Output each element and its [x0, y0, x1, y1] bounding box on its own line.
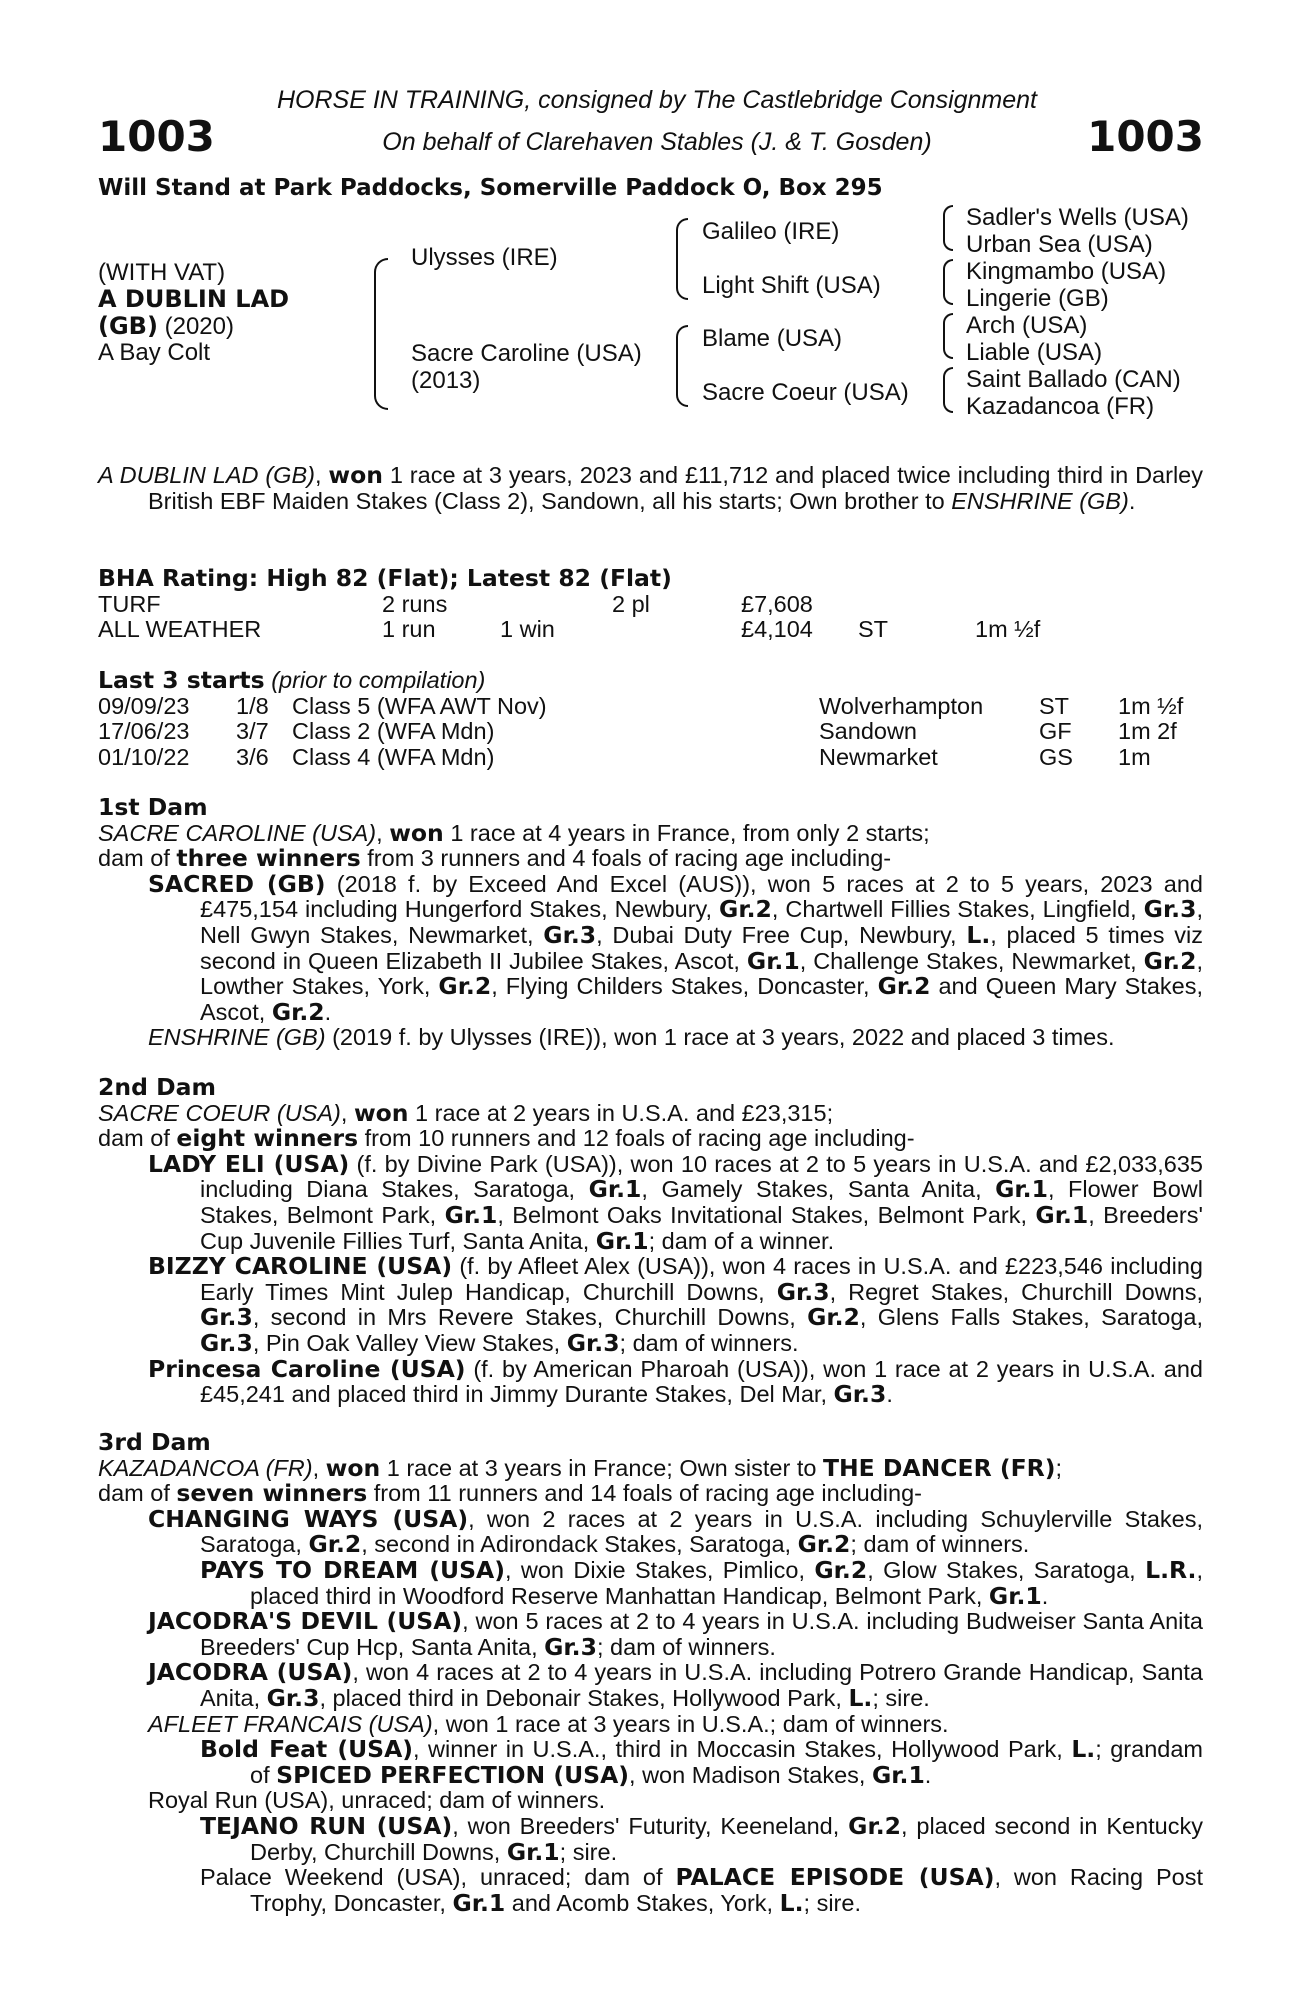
start-pos: 3/6: [236, 743, 269, 770]
sdd: Lingerie (GB): [966, 285, 1109, 312]
dam1-damof: dam of: [98, 845, 177, 872]
horse-year: (2020): [157, 313, 234, 340]
princesa-name: Princesa Caroline (USA): [148, 1354, 466, 1383]
grade: Gr.2: [848, 1811, 901, 1840]
grade: L.R.: [1145, 1555, 1197, 1584]
grade: L.: [1071, 1735, 1096, 1764]
second-dam-section: 2nd Dam SACRE COEUR (USA), won 1 race at 2 years in U.S.A. and £23,315; dam of eight winners from 10 runners and 12 foals of racing age including- LADY ELI (USA) (f. by Divine Park (USA)), won 10 races at 2 to 5 years in U.S.A. and £2,033,635 including Diana Stakes, Saratoga, Gr.1, Gamely Stakes, Santa Anita, Gr.1, Flower Bowl Stakes, Belmont Park, Gr.1, Belmont Oaks Invitational Stakes, Belmont Park, Gr.1, Breeders' Cup Juvenile Fillies Turf, Santa Anita, Gr.1; dam of a winner. BIZZY CAROLINE (USA) (f. by Afleet Alex (USA)), won 4 races in U.S.A. and £223,546 including Early Times Mint Julep Handicap, Churchill Downs, Gr.3, Regret Stakes, Churchill Downs, Gr.3, second in Mrs Revere Stakes, Churchill Downs, Gr.2, Glens Falls Stakes, Saratoga, Gr.3, Pin Oak Valley View Stakes, Gr.3; dam of winners. Princesa Caroline (USA) (f. by American Pharoah (USA)), won 1 race at 2 years in U.S.A. and £45,241 and placed third in Jimmy Durante Stakes, Del Mar, Gr.3.: [98, 1073, 1204, 1409]
lady-eli-text: , Gamely Stakes, Santa Anita,: [641, 1176, 996, 1203]
grade: Gr.1: [506, 1837, 560, 1866]
brace-sire: [676, 218, 688, 300]
grade: Gr.1: [595, 1226, 649, 1255]
sp-text: .: [924, 1761, 932, 1788]
grade: Gr.1: [988, 1581, 1042, 1610]
stand-location: Will Stand at Park Paddocks, Somerville Paddock O, Box 295: [98, 175, 883, 201]
sacred-name: SACRED (GB): [148, 869, 326, 898]
tr-text: , placed second in Kentucky Derby, Churchill Downs,: [250, 1812, 1204, 1865]
pe-text: , won Racing Post Trophy, Doncaster,: [250, 1864, 1203, 1916]
grade: L.: [848, 1683, 873, 1712]
afleet-francais-name: AFLEET FRANCAIS (USA): [148, 1710, 433, 1737]
dds: Saint Ballado (CAN): [966, 366, 1181, 393]
tejano-run-name: TEJANO RUN (USA): [200, 1811, 453, 1840]
bold-feat-name: Bold Feat (USA): [200, 1735, 414, 1764]
sp-text: , won Madison Stakes,: [629, 1761, 872, 1788]
grade: Gr.3: [1143, 895, 1197, 924]
rating-title: BHA Rating: High 82 (Flat); Latest 82 (Flat): [98, 564, 672, 592]
brace-dam: [676, 325, 688, 407]
bf-text: ; grandam of: [250, 1736, 1203, 1788]
bizzy-text: ; dam of winners.: [619, 1329, 799, 1356]
third-dam-section: 3rd Dam KAZADANCOA (FR), won 1 race at 3 years in France; Own sister to THE DANCER (FR); dam of seven winners from 11 runners and 14 foals of racing age including- CHANGING WAYS (USA), won 2 races at 2 years in U.S.A. including Schuylerville Stakes, Saratoga, Gr.2, second in Adirondack Stakes, Saratoga, Gr.2; dam of winners. PAYS TO DREAM (USA), won Dixie Stakes, Pimlico, Gr.2, Glow Stakes, Saratoga, L.R., placed third in Woodford Reserve Manhattan Handicap, Belmont Park, Gr.1. JACODRA'S DEVIL (USA), won 5 races at 2 to 4 years in U.S.A. including Budweiser Santa Anita Breeders' Cup Hcp, Santa Anita, Gr.3; dam of winners. JACODRA (USA), won 4 races at 2 to 4 years in U.S.A. including Potrero Grande Handicap, Santa Anita, Gr.3, placed third in Debonair Stakes, Hollywood Park, L.; sire. AFLEET FRANCAIS (USA), won 1 race at 3 years in U.S.A.; dam of winners. Bold Feat (USA), winner in U.S.A., third in Moccasin Stakes, Hollywood Park, L.; grandam of SPICED PERFECTION (USA), won Madison Stakes, Gr.1. Royal Run (USA), unraced; dam of winners. TEJANO RUN (USA), won Breeders' Futurity, Keeneland, Gr.2, placed second in Kentucky Derby, Churchill Downs, Gr.1; sire. Palace Weekend (USA), unraced; dam of PALACE EPISODE (USA), won Racing Post Trophy, Doncaster, Gr.1 and Acomb Stakes, York, L.; sire.: [98, 1428, 1204, 1917]
dam3-semi: ;: [1055, 1454, 1063, 1481]
start-race: Class 2 (WFA Mdn): [292, 718, 495, 745]
rating-earnings: £7,608: [741, 590, 813, 617]
bizzy-name: BIZZY CAROLINE (USA): [148, 1252, 453, 1281]
jacodra-name: JACODRA (USA): [148, 1658, 353, 1687]
dam3-line1: 1 race at 3 years in France; Own sister to: [380, 1454, 823, 1481]
royal-run: Royal Run (USA), unraced; dam of winners.: [148, 1787, 606, 1814]
cw-text: , won 2 races at 2 years in U.S.A. including Schuylerville Stakes, Saratoga,: [200, 1505, 1203, 1558]
pe-text: ; sire.: [803, 1889, 861, 1916]
lady-eli-text: , Flower Bowl Stakes, Belmont Park,: [200, 1176, 1203, 1228]
dam3-name: KAZADANCOA (FR): [98, 1454, 313, 1481]
brace-ss: [943, 205, 953, 251]
lot-number-right: 1003: [1087, 112, 1204, 161]
bizzy-text: , second in Mrs Revere Stakes, Churchill Downs,: [252, 1304, 808, 1331]
horse-desc: A Bay Colt: [98, 339, 211, 366]
pe-text: and Acomb Stakes, York,: [505, 1889, 780, 1916]
dam2-line1: 1 race at 2 years in U.S.A. and £23,315;: [408, 1099, 834, 1126]
changing-ways-name: CHANGING WAYS (USA): [148, 1504, 469, 1533]
sds: Kingmambo (USA): [966, 258, 1167, 285]
ssd: Urban Sea (USA): [966, 231, 1153, 258]
af-text: , won 1 race at 3 years in U.S.A.; dam of winners.: [432, 1710, 949, 1737]
on-behalf-line: On behalf of Clarehaven Stables (J. & T. Gosden): [382, 128, 932, 156]
spiced-perfection-name: SPICED PERFECTION (USA): [276, 1760, 630, 1789]
dam3-dancer: THE DANCER (FR): [822, 1453, 1056, 1482]
grade: Gr.2: [797, 1530, 851, 1559]
jd-text: ; dam of winners.: [596, 1633, 776, 1660]
grade: Gr.1: [746, 946, 800, 975]
enshrine-name: ENSHRINE (GB): [148, 1024, 326, 1051]
sacred-text: (2018 f. by Exceed And Excel (AUS)), won 5 races at 2 to 5 years, 2023 and £475,154 including Hungerford Stakes, Newbury,: [200, 870, 1203, 923]
last-starts-note: (prior to compilation): [264, 667, 486, 693]
cw-text: , second in Adirondack Stakes, Saratoga,: [361, 1531, 798, 1558]
consignor-line: HORSE IN TRAINING, consigned by The Castlebridge Consignment: [276, 86, 1038, 114]
dam1-name: SACRE CAROLINE (USA): [98, 819, 377, 846]
grade: Gr.1: [452, 1888, 506, 1917]
cw-text: ; dam of winners.: [850, 1531, 1030, 1558]
grade: Gr.3: [543, 920, 597, 949]
grade: Gr.2: [271, 997, 325, 1026]
lady-eli-text: ; dam of a winner.: [648, 1227, 835, 1254]
bizzy-text: , Regret Stakes, Churchill Downs,: [829, 1278, 1203, 1305]
jc-text: , won 4 races at 2 to 4 years in U.S.A. including Potrero Grande Handicap, Santa Anita,: [200, 1659, 1203, 1711]
summary-brother: ENSHRINE (GB): [951, 487, 1129, 514]
horse-country-year: [98, 312, 234, 341]
brace-sd: [943, 259, 953, 305]
sacred-text: , Flying Childers Stakes, Doncaster,: [491, 973, 878, 1000]
ptd-text: , Glow Stakes, Saratoga,: [867, 1556, 1146, 1583]
sss: Sadler's Wells (USA): [966, 204, 1189, 231]
sacred-text: and Queen Mary Stakes, Ascot,: [200, 973, 1203, 1025]
sacred-text: , Dubai Duty Free Cup, Newbury,: [596, 921, 967, 948]
grade: Gr.3: [833, 1380, 887, 1409]
grade: Gr.3: [544, 1632, 597, 1661]
grade: L.: [966, 920, 991, 949]
start-going: ST: [1039, 692, 1070, 719]
pays-to-dream-name: PAYS TO DREAM (USA): [200, 1555, 505, 1584]
grade: Gr.2: [719, 895, 772, 924]
ptd-text: .: [1041, 1582, 1049, 1609]
dss: Arch (USA): [966, 312, 1088, 339]
sacred-text: , Lowther Stakes, York,: [200, 947, 1203, 1000]
dam-sire: Blame (USA): [702, 325, 843, 352]
jacodras-devil-name: JACODRA'S DEVIL (USA): [148, 1607, 463, 1636]
jd-text: , won 5 races at 2 to 4 years in U.S.A. including Budweiser Santa Anita Breeders' Cup Hcp, Santa Anita,: [200, 1608, 1203, 1660]
start-dist: 1m 2f: [1118, 718, 1177, 745]
dam-dam: Sacre Coeur (USA): [702, 379, 909, 406]
lady-eli-text: , Breeders' Cup Juvenile Fillies Turf, Santa Anita,: [200, 1201, 1203, 1254]
rating-runs: 1 run: [382, 616, 436, 643]
start-row: [98, 694, 1203, 720]
lady-eli-text: (f. by Divine Park (USA)), won 10 races at 2 to 5 years in U.S.A. and £2,033,635 including Diana Stakes, Saratoga,: [200, 1150, 1203, 1203]
sacred-text: , Nell Gwyn Stakes, Newmarket,: [200, 896, 1203, 948]
rating-dist: 1m ½f: [975, 616, 1041, 643]
rating-surface: TURF: [98, 590, 161, 617]
grade: Gr.3: [566, 1328, 620, 1357]
grade: L.: [779, 1888, 804, 1917]
dam2-title: 2nd Dam: [98, 1073, 216, 1101]
grade: Gr.1: [871, 1760, 925, 1789]
dam2-winners: eight winners: [176, 1124, 359, 1153]
jc-text: , placed third in Debonair Stakes, Hollywood Park,: [319, 1684, 849, 1711]
princesa-text: .: [886, 1381, 893, 1408]
start-going: GS: [1039, 743, 1073, 770]
horse-vat: (WITH VAT): [98, 259, 226, 286]
brace-gen1: [374, 258, 388, 410]
dam1-winners: three winners: [176, 844, 361, 873]
first-dam-section: 1st Dam SACRE CAROLINE (USA), won 1 race at 4 years in France, from only 2 starts; dam of three winners from 3 runners and 4 foals of racing age including- SACRED (GB) (2018 f. by Exceed And Excel (AUS)), won 5 races at 2 to 5 years, 2023 and £475,154 including Hungerford Stakes, Newbury, Gr.2, Chartwell Fillies Stakes, Lingfield, Gr.3, Nell Gwyn Stakes, Newmarket, Gr.3, Dubai Duty Free Cup, Newbury, L., placed 5 times viz second in Queen Elizabeth II Jubilee Stakes, Ascot, Gr.1, Challenge Stakes, Newmarket, Gr.2, Lowther Stakes, York, Gr.2, Flying Childers Stakes, Doncaster, Gr.2 and Queen Mary Stakes, Ascot, Gr.2. ENSHRINE (GB) (2019 f. by Ulysses (IRE)), won 1 race at 3 years, 2022 and placed 3 times.: [98, 793, 1203, 1051]
dam1-title: 1st Dam: [98, 793, 208, 821]
grade: Gr.2: [438, 972, 492, 1001]
start-date: 01/10/22: [98, 743, 190, 770]
dam1-line2: from 3 runners and 4 foals of racing age including-: [360, 845, 892, 872]
sacred-text: .: [324, 998, 332, 1025]
rating-earnings: £4,104: [741, 616, 813, 643]
rating-going: ST: [858, 616, 889, 643]
princesa-text: (f. by American Pharoah (USA)), won 1 race at 2 years in U.S.A. and £45,241 and placed third in Jimmy Durante Stakes, Del Mar,: [200, 1355, 1203, 1408]
grade: Gr.3: [266, 1683, 320, 1712]
grade: Gr.3: [776, 1277, 830, 1306]
start-race: Class 4 (WFA Mdn): [292, 743, 495, 770]
dam3-winners: seven winners: [176, 1479, 368, 1508]
grade: Gr.1: [444, 1200, 498, 1229]
bf-text: , winner in U.S.A., third in Moccasin Stakes, Hollywood Park,: [413, 1736, 1072, 1763]
horse-country: (GB): [98, 312, 158, 340]
grade: Gr.2: [1143, 946, 1197, 975]
last-starts-title: Last 3 starts: [98, 666, 265, 694]
tr-text: , won Breeders' Futurity, Keeneland,: [452, 1812, 849, 1839]
horse-name: A DUBLIN LAD: [98, 285, 290, 313]
dam2-line2: from 10 runners and 12 foals of racing age including-: [358, 1125, 915, 1152]
start-race: Class 5 (WFA AWT Nov): [292, 692, 547, 719]
start-date: 09/09/23: [98, 692, 190, 719]
sacred-text: , Chartwell Fillies Stakes, Lingfield,: [771, 896, 1144, 923]
jc-text: ; sire.: [872, 1684, 930, 1711]
start-course: Wolverhampton: [819, 692, 984, 719]
grade: Gr.1: [1035, 1200, 1089, 1229]
sacred-text: , placed 5 times viz second in Queen Elizabeth II Jubilee Stakes, Ascot,: [200, 921, 1203, 974]
start-row: [98, 745, 1203, 771]
grade: Gr.3: [200, 1303, 253, 1332]
start-going: GF: [1039, 718, 1072, 745]
palace-weekend: Palace Weekend (USA), unraced; dam of: [200, 1864, 676, 1891]
ptd-text: , placed third in Woodford Reserve Manhattan Handicap, Belmont Park,: [250, 1556, 1203, 1609]
dam1-line1: 1 race at 4 years in France, from only 2 starts;: [443, 819, 930, 846]
bizzy-text: , Glens Falls Stakes, Saratoga,: [859, 1304, 1204, 1331]
rating-surface: ALL WEATHER: [98, 616, 262, 643]
summary-name: A DUBLIN LAD (GB): [98, 462, 315, 488]
dam3-damof: dam of: [98, 1480, 177, 1507]
lot-number-left: 1003: [98, 112, 215, 161]
dam-year: (2013): [411, 367, 481, 394]
dam3-line2: from 11 runners and 14 foals of racing age including-: [367, 1480, 922, 1507]
lady-eli-text: , Belmont Oaks Invitational Stakes, Belmont Park,: [497, 1201, 1036, 1228]
brace-dd: [943, 367, 953, 413]
grade: Gr.2: [308, 1530, 362, 1559]
start-dist: 1m: [1118, 743, 1151, 770]
dsd: Liable (USA): [966, 339, 1103, 366]
enshrine-text: (2019 f. by Ulysses (IRE)), won 1 race at 3 years, 2022 and placed 3 times.: [325, 1024, 1115, 1051]
rating-runs: 2 runs: [382, 590, 448, 617]
rating-row: [98, 617, 1203, 643]
dam: Sacre Caroline (USA): [411, 340, 642, 367]
start-pos: 3/7: [236, 718, 269, 745]
start-pos: 1/8: [236, 692, 269, 719]
rating-section: [98, 566, 1203, 643]
sire: Ulysses (IRE): [411, 244, 558, 271]
last-starts-section: [98, 668, 1203, 770]
sire-dam: Light Shift (USA): [702, 272, 881, 299]
grade: Gr.1: [588, 1175, 642, 1204]
summary-end: .: [1128, 487, 1136, 514]
tr-text: ; sire.: [559, 1838, 618, 1865]
bizzy-text: (f. by Afleet Alex (USA)), won 4 races in U.S.A. and £223,546 including Early Times Mint Julep Handicap, Churchill Downs,: [200, 1253, 1203, 1305]
start-dist: 1m ½f: [1118, 692, 1184, 719]
grade: Gr.2: [807, 1303, 860, 1332]
dam2-name: SACRE COEUR (USA): [98, 1099, 341, 1126]
dam3-won: won: [325, 1453, 381, 1482]
sacred-text: , Challenge Stakes, Newmarket,: [799, 947, 1144, 974]
start-course: Newmarket: [819, 743, 938, 770]
horse-summary: A DUBLIN LAD (GB), won 1 race at 3 years, 2023 and £11,712 and placed twice including third in Darley British EBF Maiden Stakes (Class 2), Sandown, all his starts; Own brother to ENSHRINE (GB).: [98, 461, 1203, 514]
dam1-won: won: [389, 818, 444, 847]
ptd-text: , won Dixie Stakes, Pimlico,: [504, 1556, 815, 1583]
dam3-title: 3rd Dam: [98, 1428, 211, 1456]
rating-placed: 2 pl: [612, 590, 650, 617]
lady-eli-name: LADY ELI (USA): [148, 1149, 350, 1178]
rating-row: [98, 592, 1203, 618]
rating-wins: 1 win: [500, 616, 555, 643]
summary-text: 1 race at 3 years, 2023 and £11,712 and placed twice including third in Darley British EBF Maiden Stakes (Class 2), Sandown, all his starts; Own brother to: [148, 462, 1203, 514]
dam2-won: won: [353, 1098, 409, 1127]
dam2-damof: dam of: [98, 1125, 177, 1152]
ddd: Kazadancoa (FR): [966, 393, 1155, 420]
grade: Gr.2: [814, 1555, 868, 1584]
brace-ds: [943, 313, 953, 359]
sire-sire: Galileo (IRE): [702, 218, 840, 245]
start-row: [98, 719, 1203, 745]
palace-episode-name: PALACE EPISODE (USA): [675, 1863, 995, 1892]
grade: Gr.3: [200, 1328, 253, 1357]
start-course: Sandown: [819, 718, 917, 745]
grade: Gr.1: [995, 1175, 1048, 1204]
grade: Gr.2: [877, 972, 931, 1001]
start-date: 17/06/23: [98, 718, 190, 745]
bizzy-text: , Pin Oak Valley View Stakes,: [252, 1329, 567, 1356]
summary-won: won: [328, 461, 383, 489]
